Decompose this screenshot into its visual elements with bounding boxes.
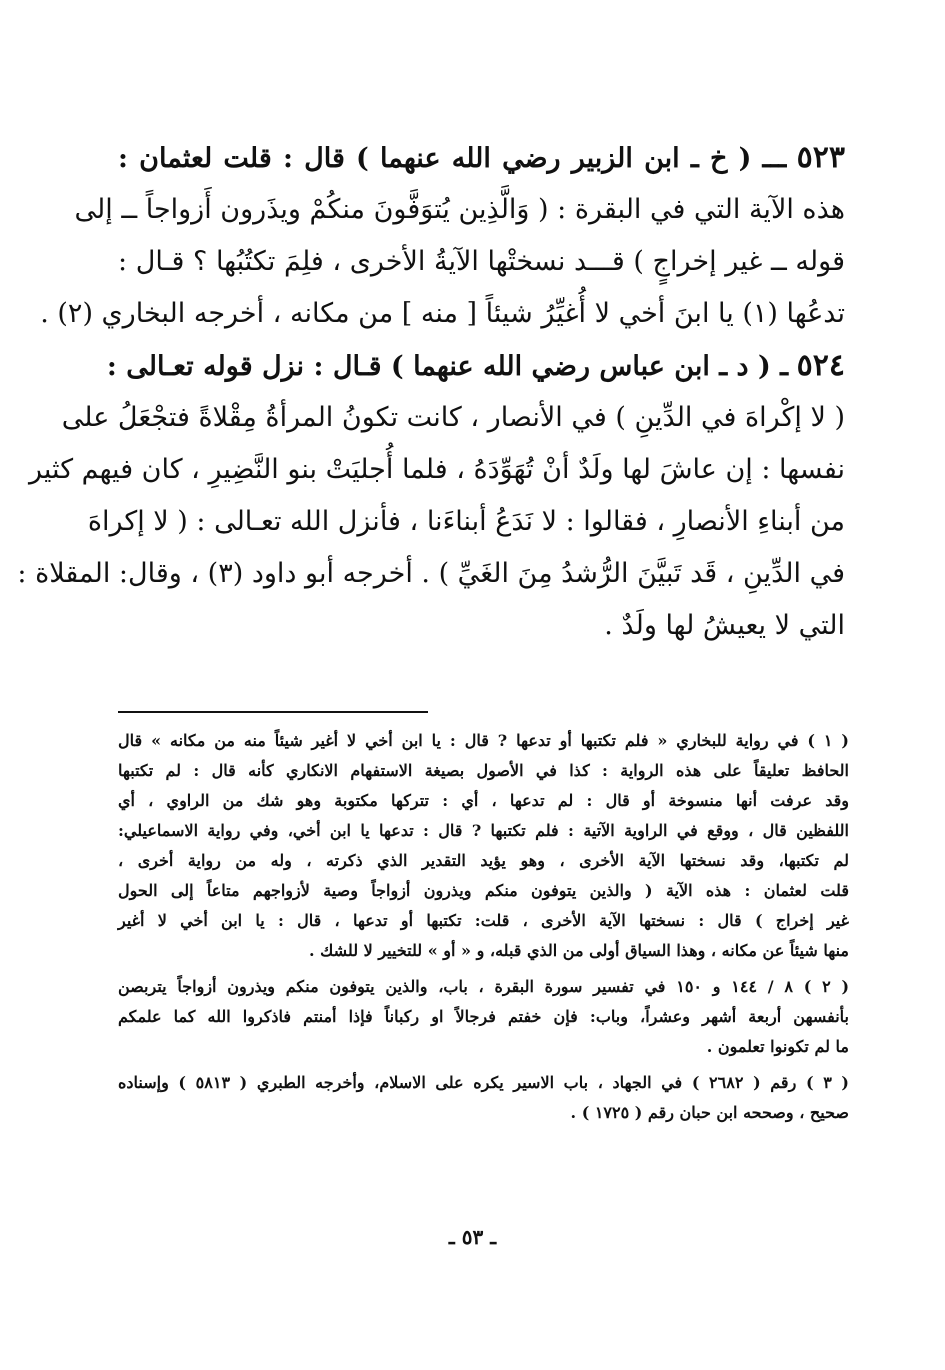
footnote-1-line-6: قلت لعثمان : هذه الآية ( والذين يتوفون منكم ويذرون أزواجاً وصية لأزواجهم متاعاً إلى الحول	[118, 881, 849, 900]
footnote-2-line-3: ما لم تكونوا تعلمون .	[706, 1037, 849, 1056]
hadith-524-line-1	[106, 340, 845, 392]
hadith-524-line-4: من أبناءِ الأنصارِ ، فقالوا : لا نَدَعُ أبناءَنا ، فأنزل الله تعـالى : ( لا إكراهَ	[87, 506, 845, 537]
footnote-3-line-2: صحيح ، وصححه ابن حبان رقم ( ١٧٢٥ ) .	[570, 1103, 849, 1122]
footnote-1-line-8: منها شيئاً عن مكانه ، وهذا السياق أولى من الذي قبله، و « أو » للتخيير لا للشك .	[309, 941, 849, 960]
hadith-524-line-5: في الدِّينِ ، قَد تَبيَّنَ الرُّشدُ مِنَ الغَيِّ ) . أخرجه أبو داود (٣) ، وقال: المقلاة :	[17, 558, 845, 589]
hadith-523-line-2: هذه الآية التي في البقرة : ( وَالَّذِين يُتوَفَّونَ منكُمْ ويذَرون أَزواجاً ــ إلى	[74, 194, 845, 225]
footnote-1-line-3: وقد عرفت أنها منسوخة أو قال : لم تدعها ، أي : تتركها مكتوبة وهو شك من الراوي ، أي	[118, 791, 849, 810]
footnotes	[118, 726, 849, 1128]
footnote-1-line-5: لم تكتبها، وقد نسختها الآية الأخرى ، وهو يؤيد التقدير الذي ذكرته ، وله من رواية أخرى ،	[118, 851, 849, 870]
footnote-2-line-1: ( ٢ ) ٨ / ١٤٤ و ١٥٠ في تفسير سورة البقرة ، باب، والذين يتوفون منكم ويذرون أزواجاً يتربصن	[118, 977, 850, 996]
footnote-1-line-7: غير إخراج ) قال : نسختها الآية الأخرى ، قلت: تكتبها أو تدعها ، قال : يا ابن أخي لا أغير	[118, 911, 849, 930]
footnote-1-line-4: اللفظين قال ، ووقع في الراوية الآتية : فلم تكتبها ? قال : تدعها يا ابن أخي، وفي رواية الاسماعيلي:	[118, 821, 849, 840]
hadith-523-number: ٥٢٣	[796, 140, 845, 175]
hadith-523-intro: ـــ ( خ ـ ابن الزبير رضي الله عنهما ) قال : قلت لعثمان :	[118, 143, 787, 174]
hadith-524-number: ٥٢٤	[796, 348, 845, 383]
hadith-523-line-4: تدعُها (١) يا ابنَ أخي لا أُغيِّرُ شيئاً [ منه ] من مكانه ، أخرجه البخاري (٢) .	[40, 298, 845, 329]
hadith-523-line-3: قوله ــ غير إخراجٍ ) قـــد نسختْها الآيةُ الأخرى ، فلِمَ تكتُبُها ؟ قـال :	[118, 246, 845, 277]
footnote-2-line-2: بأنفسهن أربعة أشهر وعشراً، وباب: فإن خفتم فرجالاً او ركباناً فإذا أمنتم فاذكروا الله كما علمكم	[118, 1007, 849, 1026]
footnote-3-line-1: ( ٣ ) رقم ( ٢٦٨٢ ) في الجهاد ، باب الاسير يكره على الاسلام، وأخرجه الطبري ( ٥٨١٣ ) وإسناده	[118, 1073, 849, 1092]
footnote-1-line-2: الحافظ تعليقاً على هذه الرواية : كذا في الأصول بصيغة الاستفهام الانكاري كأنه قال : لم تكتبها	[118, 761, 849, 780]
hadith-524-line-2: ( لا إكْراهَ في الدِّينِ ) في الأنصار ، كانت تكونُ المرأةُ مِقْلاةً فتجْعَلُ على	[61, 402, 845, 433]
page-number: ـ ٥٣ ـ	[448, 1225, 497, 1249]
footnote-1-line-1: ( ١ ) في رواية للبخاري « فلم تكتبها أو تدعها ? قال : يا ابن أخي لا أغير شيئاً منه من مكانه » قال	[118, 731, 850, 750]
hadith-524-line-3: نفسها : إن عاشَ لها ولَدٌ أنْ تُهَوِّدَهُ ، فلما أُجليَتْ بنو النَّضِيرِ ، كان فيهم كثير	[29, 454, 845, 485]
footnote-separator	[118, 711, 428, 713]
hadith-524-intro: ـ ( د ـ ابن عباس رضي الله عنهما ) قـال : نزل قوله تعـالى :	[106, 351, 789, 382]
main-text	[17, 132, 845, 652]
hadith-524-line-6: التي لا يعيشُ لها ولَدٌ .	[604, 610, 845, 641]
hadith-523-line-1	[118, 132, 845, 184]
